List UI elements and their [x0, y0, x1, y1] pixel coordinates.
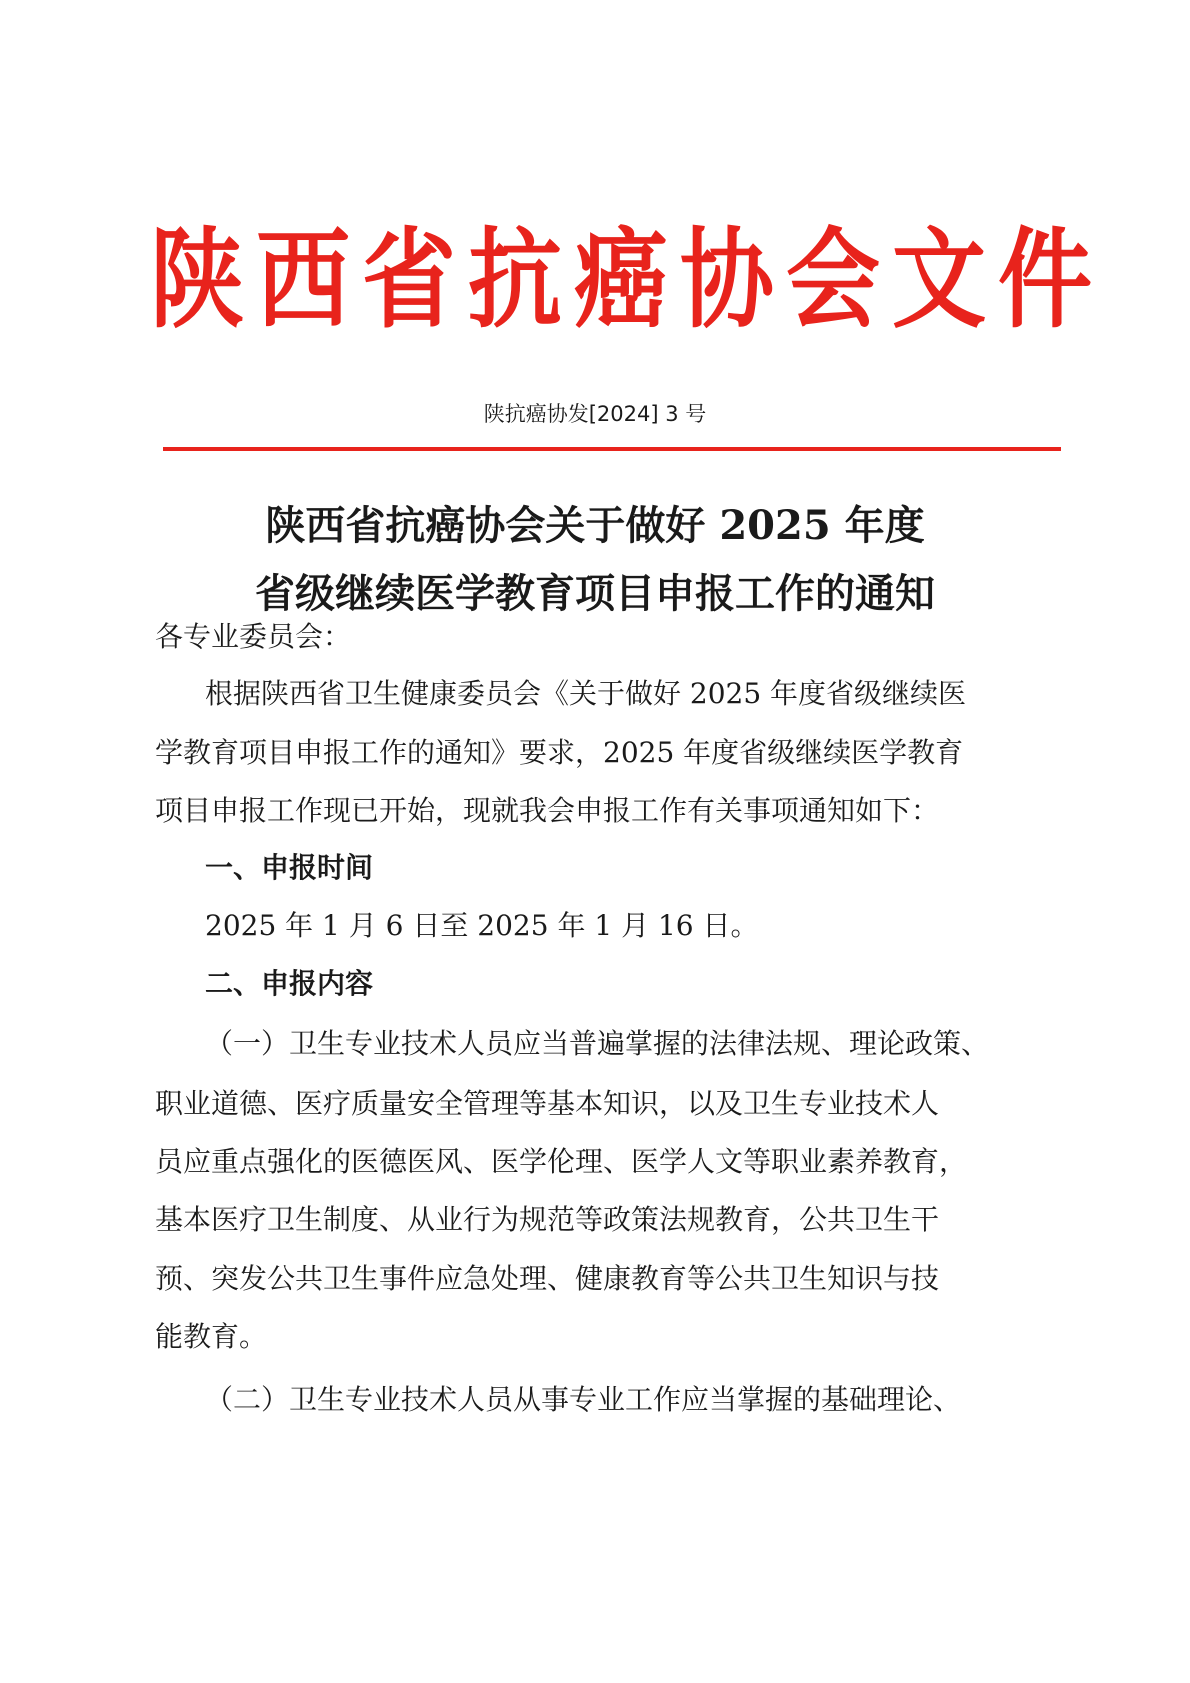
section-1-heading: 一、申报时间: [205, 851, 374, 884]
item-1-line-3: 员应重点强化的医德医风、医学伦理、医学人文等职业素养教育，: [155, 1145, 968, 1178]
intro-line-3: 项目申报工作现已开始，现就我会申报工作有关事项通知如下：: [155, 794, 940, 827]
section-1-text: 2025 年 1 月 6 日至 2025 年 1 月 16 日。: [205, 909, 759, 942]
item-1-line-1: （一）卫生专业技术人员应当普遍掌握的法律法规、理论政策、: [205, 1027, 990, 1060]
salutation: 各专业委员会：: [155, 620, 352, 653]
red-divider: [163, 447, 1061, 451]
notice-title-line-2: 省级继续医学教育项目申报工作的通知: [255, 570, 935, 617]
item-2-line-1: （二）卫生专业技术人员从事专业工作应当掌握的基础理论、: [205, 1383, 962, 1416]
intro-line-1: 根据陕西省卫生健康委员会《关于做好 2025 年度省级继续医: [205, 677, 967, 710]
intro-line-2: 学教育项目申报工作的通知》要求，2025 年度省级继续医学教育: [155, 736, 964, 769]
item-1-line-2: 职业道德、医疗质量安全管理等基本知识，以及卫生专业技术人: [155, 1087, 940, 1120]
item-1-line-6: 能教育。: [155, 1320, 268, 1353]
masthead-title: 陕西省抗癌协会文件: [150, 216, 1105, 344]
item-1-line-5: 预、突发公共卫生事件应急处理、健康教育等公共卫生知识与技: [155, 1262, 940, 1295]
section-2-heading: 二、申报内容: [205, 967, 374, 1000]
document-number: 陕抗癌协发[2024] 3 号: [483, 402, 707, 426]
item-1-line-4: 基本医疗卫生制度、从业行为规范等政策法规教育，公共卫生干: [155, 1203, 940, 1236]
notice-title-line-1: 陕西省抗癌协会关于做好 2025 年度: [265, 502, 925, 549]
